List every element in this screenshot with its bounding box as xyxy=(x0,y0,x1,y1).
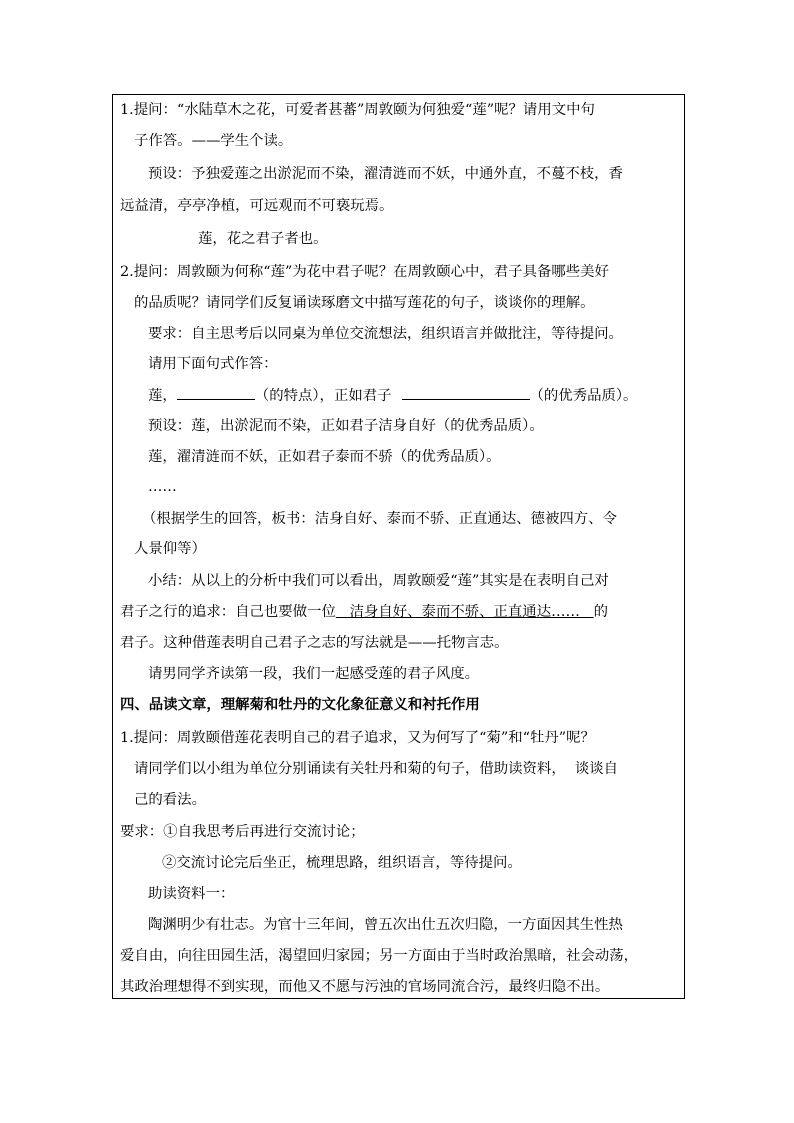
preset-1-line-3: 莲，花之君子者也。 xyxy=(198,231,328,247)
summary-underlined-qualities: 洁身自好、泰而不骄、正直通达…… xyxy=(335,604,594,620)
reading-material-line-3: 其政治理想得不到实现，而他又不愿与污浊的官场同流合污，最终归隐不出。 xyxy=(120,979,610,995)
reading-material-line-1: 陶渊明少有壮志。为官十三年间，曾五次出仕五次归隐，一方面因其生性热 xyxy=(148,917,623,933)
question-2-line-1: 2.提问：周敦颐为何称“莲”为花中君子呢？在周敦颐心中，君子具备哪些美好 xyxy=(120,264,609,280)
reading-material-line-2: 爱自由，向往田园生活，渴望回归家园；另一方面由于当时政治黑暗，社会动荡， xyxy=(120,948,639,964)
question-1-line-2: 子作答。——学生个读。 xyxy=(134,133,293,149)
summary-line-1: 小结：从以上的分析中我们可以看出，周敦颐爱“莲”其实是在表明自己对 xyxy=(148,573,609,589)
question-3-line-3: 己的看法。 xyxy=(134,792,206,808)
question-3-line-2: 请同学们以小组为单位分别诵读有关牡丹和菊的句子，借助读资料， 谈谈自 xyxy=(134,761,619,777)
question-1-line-1: 1.提问：“水陆草木之花，可爱者甚蕃”周敦颐为何独爱“莲”呢？请用文中句 xyxy=(120,102,595,118)
summary-line-3: 君子。这种借莲表明自己君子之志的写法就是——托物言志。 xyxy=(120,635,509,651)
pattern-part-3: （的优秀品质）。 xyxy=(529,388,638,404)
reading-instruction: 请男同学齐读第一段，我们一起感受莲的君子风度。 xyxy=(148,666,479,682)
requirement-line: 要求：自主思考后以同桌为单位交流想法，组织语言并做批注，等待提问。 xyxy=(148,326,623,342)
blank-quality xyxy=(402,385,530,400)
summary-line-2-prefix: 君子之行的追求：自己也要做一位 xyxy=(120,604,336,620)
requirement-2-line-1: 要求：①自我思考后再进行交流讨论； xyxy=(120,824,365,840)
ellipsis-line: …… xyxy=(148,479,177,495)
blank-feature xyxy=(177,385,255,400)
sentence-pattern-line xyxy=(148,385,637,406)
preset-2-line-2: 莲，濯清涟而不妖，正如君子泰而不骄（的优秀品质）。 xyxy=(148,449,501,465)
preset-1-line-2: 远益清，亭亭净植，可远观而不可亵玩焉。 xyxy=(120,198,394,214)
pattern-part-1: 莲， xyxy=(148,388,177,404)
board-note-line-1: （根据学生的回答，板书：洁身自好、泰而不骄、正直通达、德被四方、令 xyxy=(142,511,617,527)
section-four-heading: 四、品读文章，理解菊和牡丹的文化象征意义和衬托作用 xyxy=(120,697,480,713)
reading-material-title: 助读资料一： xyxy=(148,886,235,902)
summary-line-2 xyxy=(120,602,608,622)
sentence-pattern-intro: 请用下面句式作答： xyxy=(148,356,278,372)
summary-line-2-suffix: 的 xyxy=(593,604,608,620)
preset-1-line-1: 预设：予独爱莲之出淤泥而不染，濯清涟而不妖，中通外直，不蔓不枝，香 xyxy=(148,166,623,182)
board-note-line-2: 人景仰等） xyxy=(134,541,206,557)
pattern-part-2: （的特点），正如君子 xyxy=(254,388,392,404)
question-2-line-2: 的品质呢？请同学们反复诵读琢磨文中描写莲花的句子，谈谈你的理解。 xyxy=(134,295,595,311)
question-3-line-1: 1.提问：周敦颐借莲花表明自己的君子追求，又为何写了“菊”和“牡丹”呢？ xyxy=(120,730,595,746)
requirement-2-line-2: ②交流讨论完后坐正，梳理思路，组织语言，等待提问。 xyxy=(162,855,522,871)
preset-2-line-1: 预设：莲，出淤泥而不染，正如君子洁身自好（的优秀品质）。 xyxy=(148,418,544,434)
